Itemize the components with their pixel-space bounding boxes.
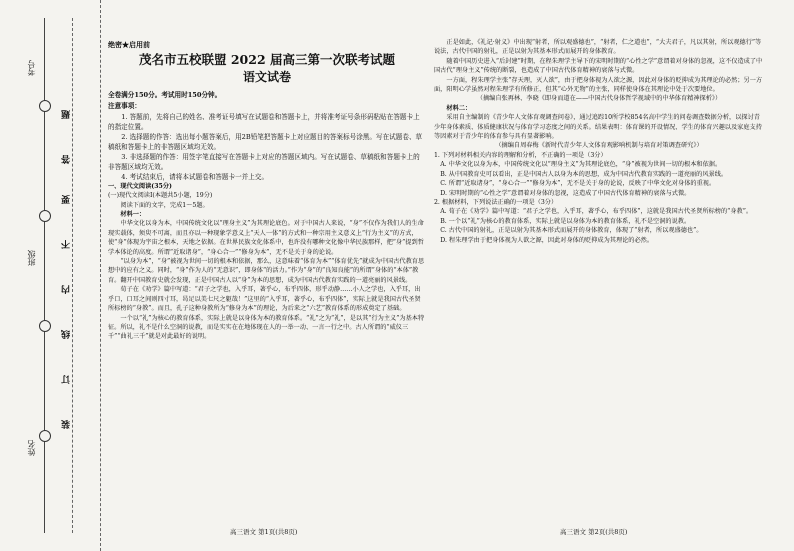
instruction: 阅读下面的文字，完成1～5题。 (120, 201, 209, 209)
answer-option: D. 程朱理学由于把身体视为人欲之源，因此对身体的贬抑成为其理论的必然。 (440, 236, 654, 244)
answer-option: C. 所谓“近取诸身”，“身心合一”“修身为本”，无不是关于身的论说，反映了中华文化对身体的重视。 (440, 180, 716, 188)
note-item: 2. 选择题的作答：选出每小题答案后，用2B铅笔把答题卡上对应题目的答案标号涂黑。写在试题卷、草稿纸和答题卡上的非答题区域均无效。 (108, 132, 423, 151)
seal-text: 装 (62, 420, 72, 429)
section-heading: 一、现代文阅读(35分) (108, 182, 172, 190)
binding-hole (39, 430, 51, 442)
binding-hole (39, 320, 51, 332)
seal-text: 线 (62, 330, 72, 339)
page-title: 茂名市五校联盟 2022 届高三第一次联考试题 (139, 52, 395, 68)
name-label: 姓名 (27, 440, 36, 456)
passage-paragraph: 随着中国历史进入“后封建”时期，在程朱理学主导下的宋明时期的“心性之学”意谓着对身体的忽视，这不仅造成了中国古代“理身主义”传统的断裂，也造成了中国古代体育精神的衰落与式微。 (434, 57, 763, 75)
answer-option: C. 古代中国的射礼，正是以射为其基本形式而展开的身体教育，体现了“射者，所以观盛德也”。 (440, 227, 703, 235)
note-item: 1. 答题前，先将自己的姓名、准考证号填写在试题卷和答题卡上，并将准考证号条形码粘贴在答题卡上的指定位置。 (108, 112, 420, 131)
passage-paragraph: “以身为本”，“身”被视为世间一切的根本和依据，那么，这意味着“体育为本”“体育优先”就成为中国古代教育思想中的应有之义。同时，“身”作为人的“无意识”，即身体“的活力。”作为“身”的“良知良能”的所谓“身体的“本体”教育。翻开中国教育史就会发现，正是中国古人以“身”为本的思想，成为中国古代教育实践的一道亮丽的风景线。 (108, 258, 425, 284)
seal-text: 订 (62, 375, 72, 384)
exam-meta: 全卷满分150分。考试用时150分钟。 (108, 91, 222, 100)
answer-option: B. 一个以“礼”为核心的教育体系，实际上就是以身体为本的教育体系，礼不是空洞的说教。 (440, 217, 691, 225)
seal-text: 内 (62, 285, 72, 294)
left-column (108, 40, 426, 518)
binding-line (72, 18, 73, 533)
right-column (434, 38, 764, 516)
page-footer: 高三语文 第2页(共8页) (560, 528, 628, 536)
citation: （摘编自张再林、李晓《即身而道在——中国古代身体哲学视域中的中华体育精神探析》） (476, 95, 722, 103)
citation: （摘编自周春梅《新时代青少年人文体育观影响机制与培育对策调查研究》） (495, 142, 703, 150)
page-subtitle: 语文试卷 (242, 70, 291, 85)
passage-paragraph: 中华文化以身为本，中国传统文化以“理身主义”为其理论底色。对于中国古人来说，“身”不仅作为我们人的生命现实载体，须臾不可离，而且亦以一种现象学意义上“天人一体”的方式和一种宗用主义意义上“行为主义”的方式，使“身”体现为宇宙之根本，天地之依据。在世界民族文化体系中，也许没有哪种文化像中华民族那样，把“身”提到哲学本体论的高度。所谓“近取诸身”，“身心合一”“修身为本”，无不是关于身的论说。 (108, 220, 424, 256)
seal-text: 不 (62, 240, 72, 249)
subsection-heading: (一)现代文阅读Ⅰ(本题共5小题，19分) (108, 192, 213, 200)
passage-paragraph: 一方面，程朱理学主张“存天理，灭人欲”，由于把身体视为人欲之源，因此对身体的贬抑成为其理论的必然；另一方面，阳明心学虽然对程朱理学有所修正，但其“心外无物”的主张，同样使身体在其理论中处于次要地位。 (434, 76, 763, 94)
secret-mark: 绝密★启用前 (108, 40, 150, 49)
binding-margin (0, 0, 101, 551)
page-footer: 高三语文 第1页(共8页) (230, 528, 298, 536)
passage-paragraph: 正是如此，《礼记·射义》中出现“射者，所以观盛德也”，“射者，仁之道也”，“大夫君子，凡以其射，所以观德行”等说法，古代中国的射礼，正是以射为其基本形式而展开的身体教育。 (434, 39, 762, 56)
class-label: 班级 (27, 250, 36, 266)
answer-option: A. 中华文化以身为本，中国传统文化以“理身主义”为其理论底色，“身”被视为世间一切的根本和依据。 (440, 161, 722, 169)
passage-paragraph: 一个以“礼”为核心的教育体系，实际上就是以身体为本的教育体系。“礼”之为“礼”，是以其“行为主义”为基本特征。所以，礼不是什么空洞的说教，而是实实在在地体现在人的一举一动、一言一行之中。古人所谓的“威仪三千”“曲礼三千”就是对此最好的说明。 (108, 314, 425, 341)
note-item: 4. 考试结束后，请将本试题卷和答题卡一并上交。 (121, 172, 269, 181)
note-item: 3. 非选择题的作答：用签字笔直接写在答题卡上对应的答题区域内。写在试题卷、草稿纸和答题卡上的非答题区域均无效。 (108, 152, 420, 171)
seal-text: 题 (62, 110, 72, 119)
seal-text: 答 (62, 155, 72, 164)
question: 2. 根据材料，下列说法正确的一项是（3分） (434, 198, 558, 206)
notes-title: 注意事项： (108, 102, 141, 111)
binding-hole (39, 210, 51, 222)
binding-line (44, 18, 45, 533)
passage-paragraph: 采用自主编制的《青少年人文体育观调查问卷》，通过追踪10所学校854名高中学生的问卷调查数据分析，以探讨青少年身体素质、体质健康状况与体育学习态度之间的关系。结果表明：体育课的开设情况、学生的体育兴趣以及家庭支持等因素对于青少年的体育参与具有显著影响。 (434, 114, 762, 141)
material-label: 材料一： (120, 211, 146, 219)
seal-text: 要 (62, 195, 72, 204)
answer-option: B. 从中国教育史可以看出，正是中国古人以身为本的思想，成为中国古代教育实践的一道亮丽的风景线。 (440, 170, 728, 178)
exam-no-label: 考号 (27, 60, 36, 76)
answer-option: A. 荀子在《劝学》篇中写道：“君子之学也，入乎耳，著乎心，布乎四体”，这就是我国古代圣贤所标榜的“身教”。 (440, 208, 753, 216)
question: 1. 下列对材料相关内容的理解和分析，不正确的一项是（3分） (434, 151, 607, 159)
binding-hole (39, 100, 51, 112)
material-label: 材料二： (446, 104, 472, 112)
passage-paragraph: 荀子在《劝学》篇中写道：“君子之学也，入乎耳，著乎心，布乎四体，形乎动静……小人之学也，入乎耳，出乎口，口耳之间则四寸耳，曷足以美七尺之躯哉！”这里的“入乎耳，著乎心，布乎四体”，实际上就是我国古代圣贤所标榜的“身教”。而且，孔子这种身教所为“修身为本”的理论，为后来之“六艺”教育体系的形成奠定了基础。 (108, 286, 421, 313)
answer-option: D. 宋明时期的“心性之学”意谓着对身体的忽视，这造成了中国古代体育精神的衰落与式微。 (440, 189, 691, 197)
